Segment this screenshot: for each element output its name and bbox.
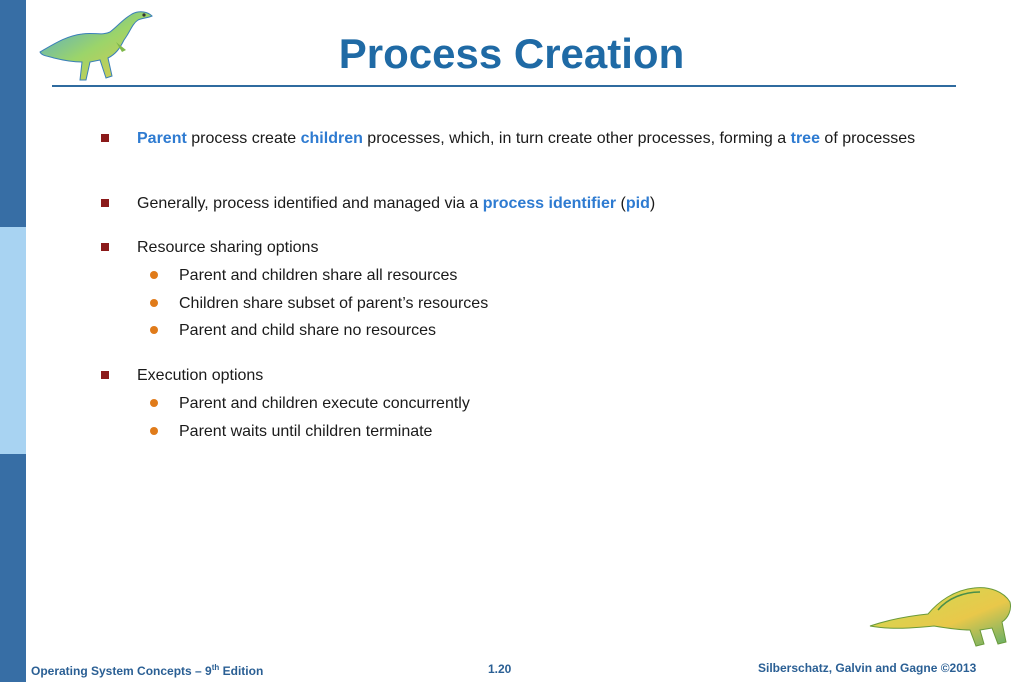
bullet-text-pid <box>137 193 937 214</box>
footer-book-title <box>31 663 263 678</box>
sub-bullet-text: Children share subset of parent’s resources <box>179 295 489 312</box>
footer-authors: Silberschatz, Galvin and Gagne ©2013 <box>758 661 977 675</box>
text-segment: processes, which, in turn create other processes, forming a <box>362 130 791 147</box>
page-title: Process Creation <box>338 30 685 77</box>
square-bullet <box>101 243 109 251</box>
sub-bullet-text: Parent and child share no resources <box>179 322 437 339</box>
round-bullet <box>150 399 158 407</box>
text-segment: of processes <box>819 130 916 147</box>
term-children: children <box>300 130 363 147</box>
term-tree: tree <box>790 130 820 147</box>
footer-book-superscript: th <box>211 663 220 672</box>
round-bullet <box>150 326 158 334</box>
text-segment: Generally, process identified and managed via a <box>137 195 483 212</box>
bullet-text-parent-children <box>137 128 937 149</box>
square-bullet <box>101 371 109 379</box>
bullet-text-resource-sharing: Resource sharing options <box>137 239 319 256</box>
square-bullet <box>101 134 109 142</box>
footer-book-prefix: Operating System Concepts – 9 <box>31 664 212 678</box>
round-bullet <box>150 427 158 435</box>
bullet-text-execution: Execution options <box>137 367 264 384</box>
term-parent: Parent <box>137 130 187 147</box>
text-segment: process create <box>186 130 301 147</box>
footer-book-suffix: Edition <box>219 664 264 678</box>
round-bullet <box>150 271 158 279</box>
square-bullet <box>101 199 109 207</box>
round-bullet <box>150 299 158 307</box>
sub-bullet-text: Parent and children share all resources <box>179 267 458 284</box>
sub-bullet-text: Parent and children execute concurrently <box>179 395 470 412</box>
footer-page-number: 1.20 <box>488 662 512 676</box>
term-process-identifier: process identifier <box>482 195 617 212</box>
term-pid: pid <box>625 195 650 212</box>
sub-bullet-text: Parent waits until children terminate <box>179 423 433 440</box>
dinosaur-logo-bottom <box>868 582 1014 648</box>
text-segment: ) <box>649 195 656 212</box>
text-segment: ( <box>616 195 626 212</box>
